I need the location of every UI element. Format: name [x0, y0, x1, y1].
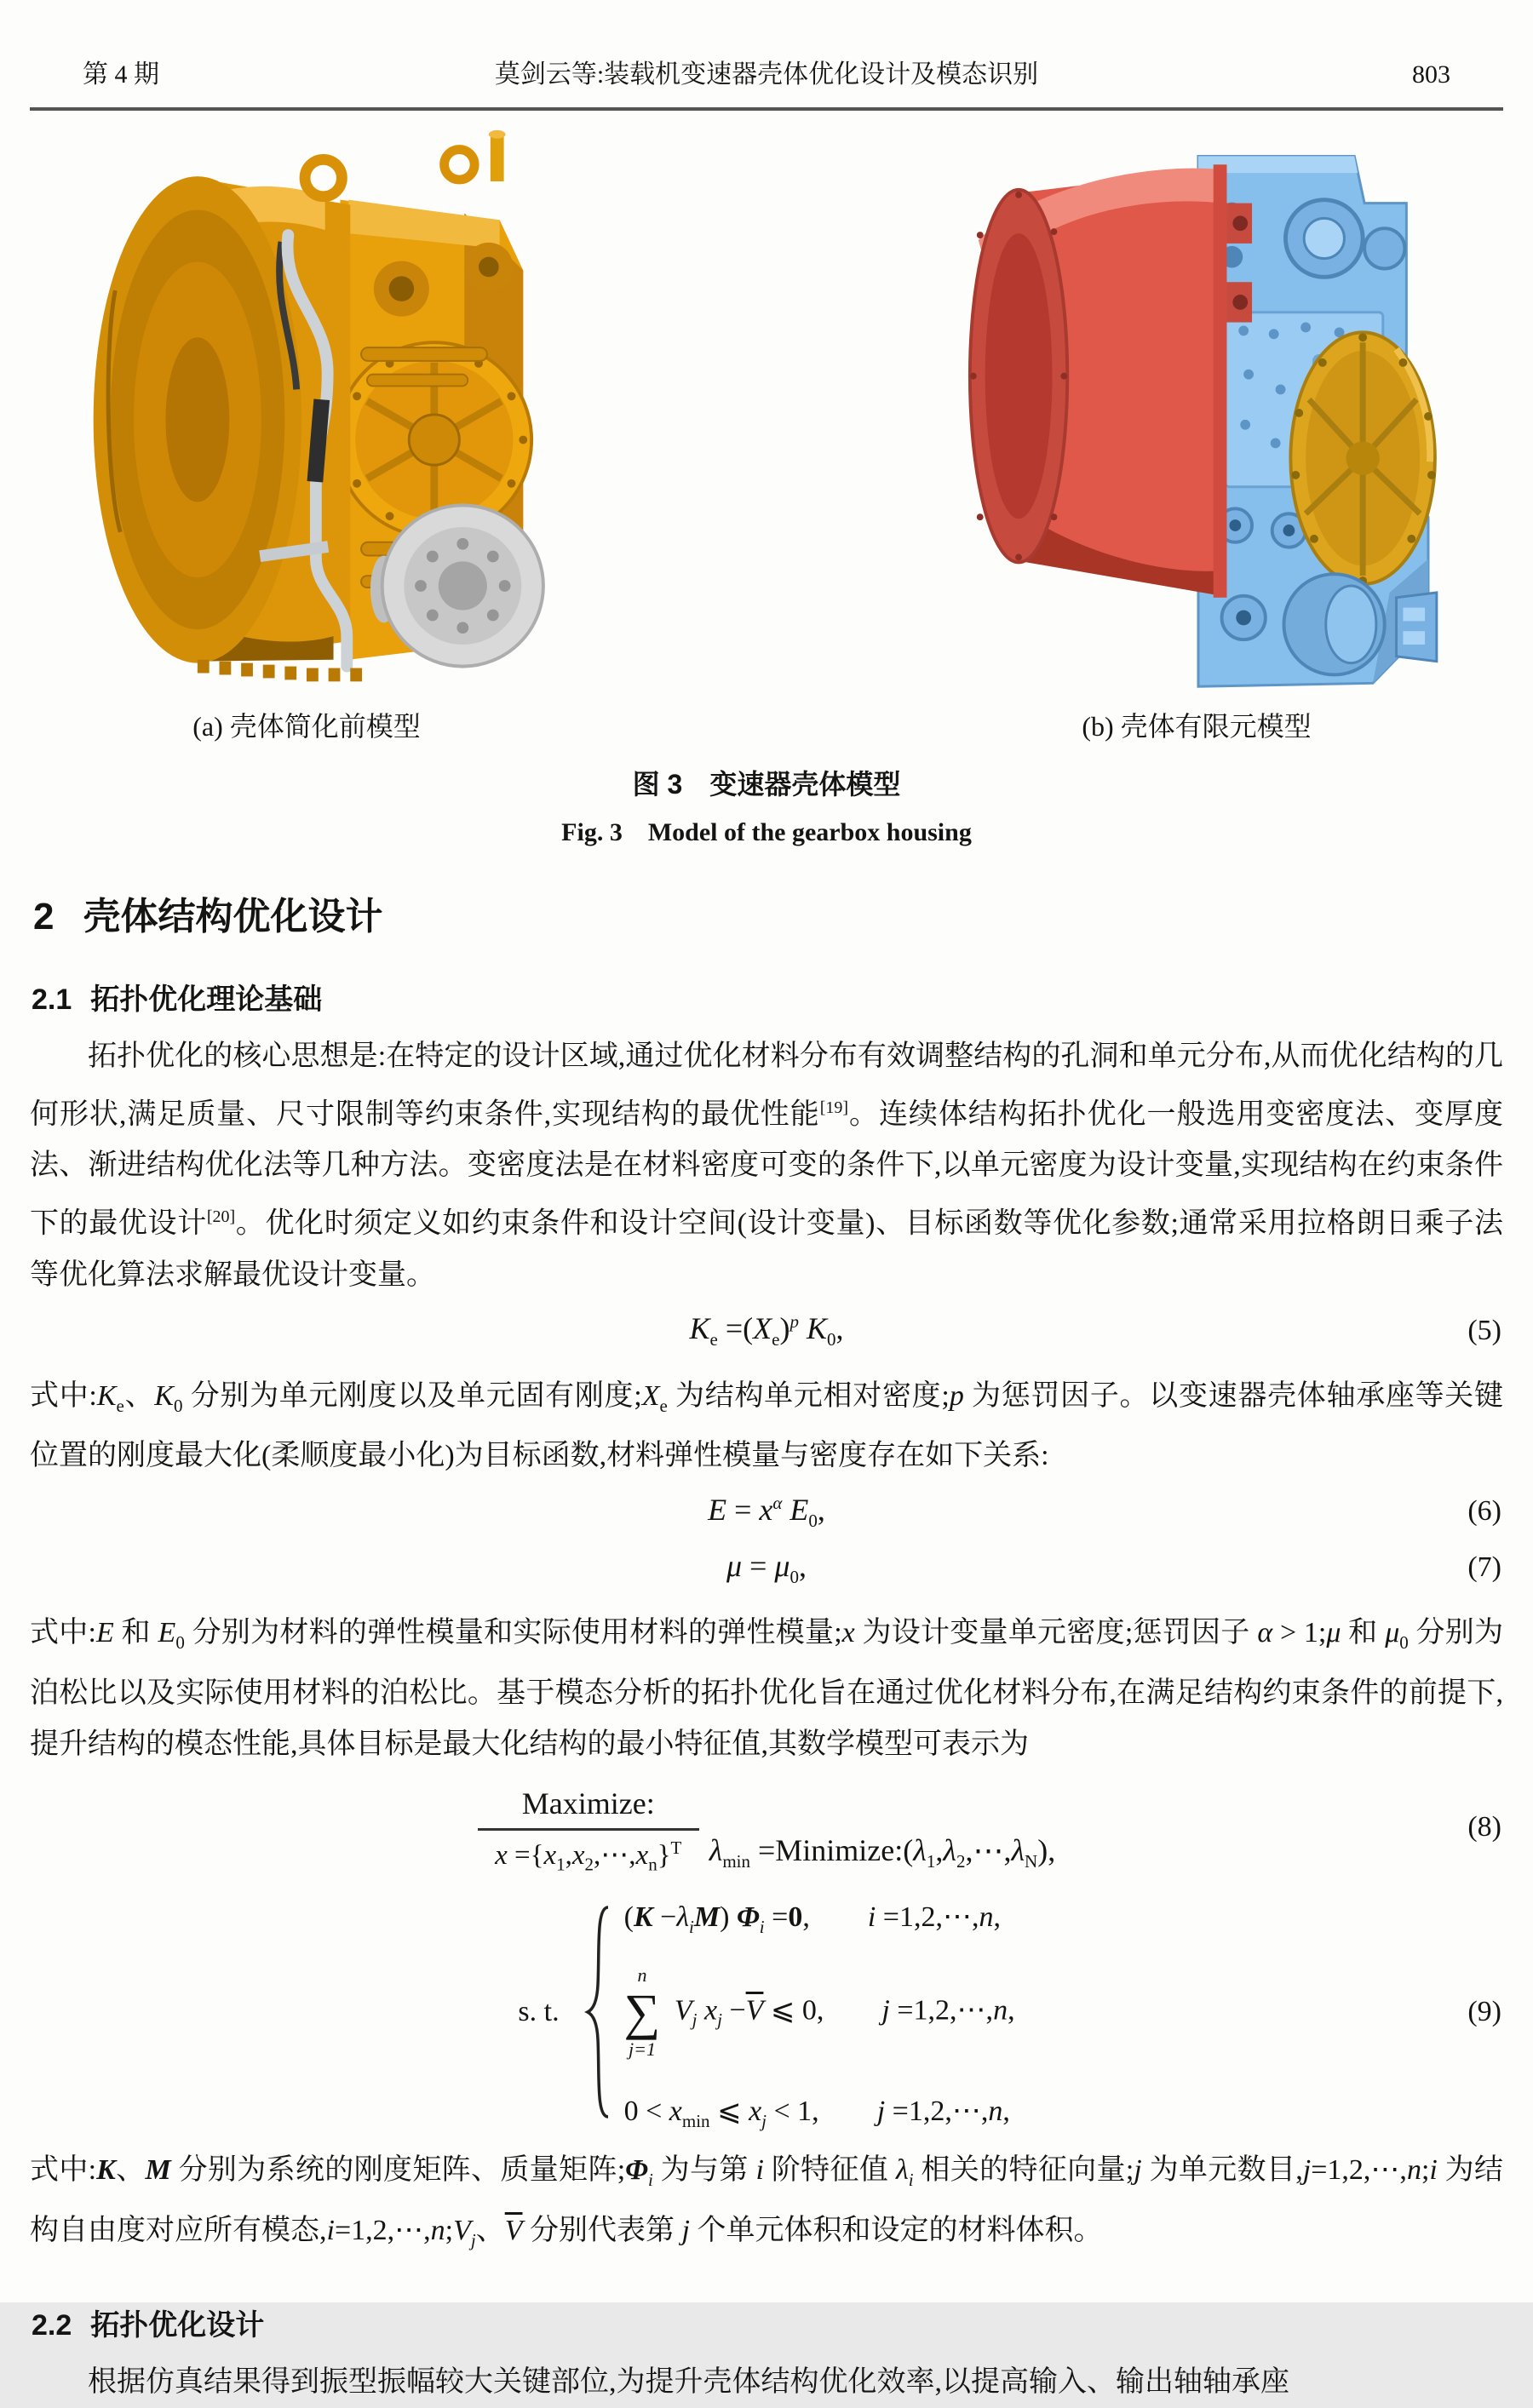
- equation-5-body: $K_e =(X_e)^p$ $K_0$,: [689, 1311, 844, 1350]
- header-page-number: 803: [1412, 60, 1450, 89]
- equation-6: [30, 1485, 1503, 1538]
- header-running-title: 莫剑云等:装载机变速器壳体优化设计及模态识别: [494, 60, 1039, 89]
- equation-5-number: (5): [1467, 1314, 1501, 1346]
- section-2-1-heading: [32, 976, 1503, 1018]
- torque-converter-shell: [970, 164, 1252, 598]
- equation-9-constraints: [624, 1893, 1015, 2132]
- section-2-2-title: 拓扑优化设计: [90, 2309, 265, 2342]
- section-2-title: 壳体结构优化设计: [83, 896, 383, 937]
- equation-8-rhs: $\lambda_{min}$ $=Minimize:(\lambda_1,\lambda_2,\cdots,\lambda_N)$,: [709, 1832, 1056, 1872]
- equation-7: [30, 1541, 1503, 1594]
- equation-7-number: (7): [1467, 1551, 1501, 1584]
- equation-9-line-volume: n ∑ j=1 $V_j$ $x_j -\overline{V}$ ⩽ 0, j =1,2,⋯,n,: [623, 1964, 1015, 2061]
- equation-9-number: (9): [1467, 1996, 1501, 2028]
- paragraph-eq5-note: 式中$:K_e$、$K_0$ 分别为单元刚度以及单元固有刚度$;X_e$ 为结构单元相对密度;p 为惩罚因子。以变速器壳体轴承座等关键位置的刚度最大化(柔顺度最小化)为目标函数,材料弹性模量与密度存在如下关系:: [30, 1379, 1504, 1472]
- section-2-number: 2: [33, 896, 55, 937]
- section-2-2-heading: [32, 2302, 1503, 2343]
- section-2-1-title: 拓扑优化理论基础: [90, 983, 323, 1016]
- figure3-title-zh: 图 3 变速器壳体模型: [632, 769, 901, 800]
- equation-9: [30, 1893, 1503, 2132]
- section-2-2-number: 2.2: [32, 2309, 72, 2342]
- header-issue: 第 4 期: [83, 60, 159, 89]
- figure3-title-en: Fig. 3 Model of the gearbox housing: [561, 818, 972, 846]
- gold-side-cover: [1290, 332, 1435, 585]
- paragraph-topology-design: 根据仿真结果得到振型振幅较大关键部位,为提升壳体结构优化效率,以提高输入、输出轴轴承座: [88, 2366, 1289, 2399]
- figure3a-caption: (a) 壳体简化前模型: [192, 711, 421, 742]
- figure3a-block: [64, 123, 549, 744]
- equation-9-st-label: s. t.: [518, 1996, 560, 2028]
- equation-6-number: (6): [1467, 1495, 1501, 1528]
- paragraph-eq7-note: 式中:E 和 $E_0$ 分别为材料的弹性模量和实际使用材料的弹性模量;x 为设计变量单元密度;惩罚因子 α > 1;μ 和 $\mu_0$ 分别为泊松比以及实际使用材料的泊松比。基于模态分析的拓扑优化旨在通过优化材料分布,在满足结构约束条件的前提下,提升结构的模态性能,具体目标是最大化结构的最小特征值,其数学模型可表示为: [30, 1617, 1504, 1761]
- bottom-flange: [198, 660, 362, 682]
- equation-9-line-eigen: $(K -\lambda_iM)$ $\Phi_i =0$, i =1,2,⋯,n,: [623, 1901, 1001, 1937]
- figure3b-block: [933, 123, 1461, 744]
- equation-9-line-bounds: $0 < x_{min}$ ⩽ $x_j < 1$, j =1,2,⋯,n,: [623, 2095, 1010, 2131]
- equation-8-design-vector: $x =\{x_1,x_2,\cdots,x_n\}^T$: [495, 1838, 682, 1875]
- paragraph-eq9-note: 式中:K、M 分别为系统的刚度矩阵、质量矩阵$;\Phi_i$ 为与第 i 阶特征值 $\lambda_i$ 相关的特征向量;j 为单元数目,j=1,2,⋯,n;i 为结构自由度对应所有模态$,i=1,2,\cdots,n;V_j$、$\overline{V}$ 分别代表第 j 个单元体积和设定的材料体积。: [30, 2154, 1504, 2251]
- figure3-row: [30, 123, 1503, 744]
- equation-7-body: $\mu = \mu_0$,: [726, 1548, 807, 1588]
- equation-8-number: (8): [1467, 1811, 1501, 1843]
- figure3b-caption: (b) 壳体有限元模型: [1082, 711, 1312, 742]
- spoked-cover: [336, 342, 531, 537]
- paragraph-topology-theory: 拓扑优化的核心思想是:在特定的设计区域,通过优化材料分布有效调整结构的孔洞和单元分布,从而优化结构的几何形状,满足质量、尺寸限制等约束条件,实现结构的最优性能[19]。连续体结构拓扑优化一般选用变密度法、变厚度法、渐进结构优化法等几种方法。变密度法是在材料密度可变的条件下,以单元密度为设计变量,实现结构在约束条件下的最优设计[20]。优化时须定义如约束条件和设计空间(设计变量)、目标函数等优化参数;通常采用拉格朗日乘子法等优化算法求解最优设计变量。: [30, 1041, 1504, 1291]
- lifting-eyes: [305, 130, 506, 197]
- bell-housing: [94, 176, 351, 663]
- equation-8-body: [478, 1774, 1055, 1881]
- curly-brace-icon: [585, 1905, 611, 2119]
- equation-8-maximize: Maximize:: [478, 1786, 699, 1831]
- equation-8: [30, 1774, 1503, 1881]
- gearbox-fem-model-image: [933, 123, 1461, 702]
- section-2-heading: [33, 886, 1503, 940]
- equation-5: [30, 1304, 1503, 1357]
- equation-8-underset: [478, 1786, 699, 1876]
- equation-6-body: $E = x^\alpha$ $E_0$,: [708, 1492, 825, 1532]
- gearbox-simplified-cad-image: [64, 123, 549, 702]
- page-header: [30, 0, 1503, 111]
- section-2-1-number: 2.1: [32, 983, 72, 1016]
